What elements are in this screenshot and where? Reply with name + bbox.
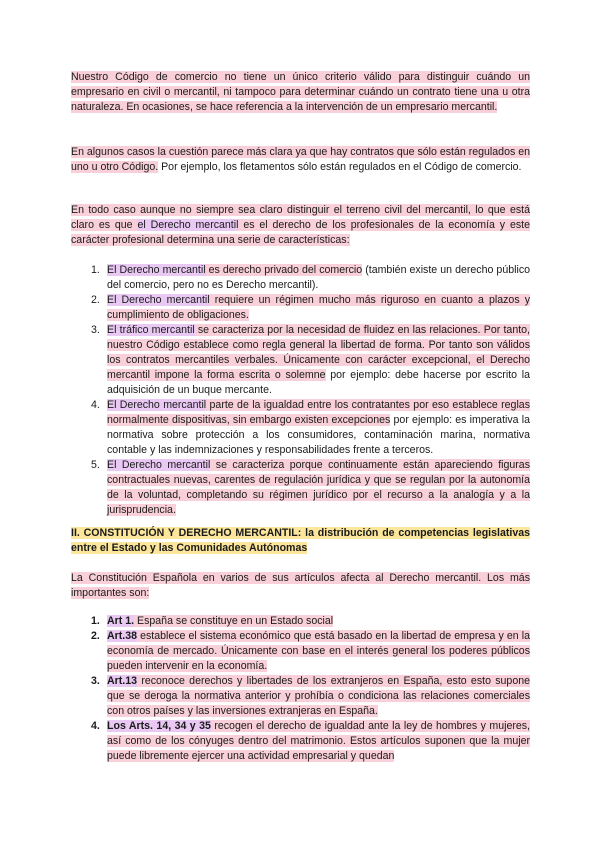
paragraph-3-term: el Derecho mercantil xyxy=(137,219,239,231)
paragraph-2-highlight: En algunos casos la cuestión parece más clara ya que hay contratos que sólo están regulados en uno u otro Código. xyxy=(71,146,530,173)
list-item-highlight: requiere un régimen mucho más riguroso en cuanto a plazos y cumplimiento de obligaciones. xyxy=(107,294,530,321)
article-text: reconoce derechos y libertades de los extranjeros en España, esto esto supone que se deroga la normativa anterior y prohíbía o condiciona las relaciones comerciales con otros países y las inversiones extranjeras en España. xyxy=(107,675,530,717)
list-item-term: El Derecho mercantil xyxy=(107,264,206,276)
article-text: España se constituye en un Estado social xyxy=(134,615,334,627)
list-item-highlight: parte de la igualdad entre los contratantes por eso establece reglas normalmente dispositivas, sin embargo existen excepciones xyxy=(107,399,530,426)
list-item-number: 4. xyxy=(91,399,100,411)
paragraph-1 xyxy=(71,70,530,115)
list-item-rest: (también existe un derecho público del comercio, pero no es Derecho mercantil). xyxy=(107,264,531,291)
list-item-term: El Derecho mercantil xyxy=(107,399,207,411)
list-item-term: El tráfico mercantil xyxy=(107,324,195,336)
list-item xyxy=(71,293,530,323)
list-item-highlight: es derecho privado del comercio xyxy=(205,264,363,276)
article-ref: Art.13 xyxy=(107,675,138,687)
article-ref: Art 1. xyxy=(107,615,135,627)
section-heading xyxy=(71,526,530,556)
paragraph-4 xyxy=(71,571,530,601)
list-item-term: El Derecho mercantil xyxy=(107,459,211,471)
article-ref: Los Arts. 14, 34 y 35 xyxy=(107,720,211,732)
list-item-number: 1. xyxy=(91,615,100,627)
list-item-number: 2. xyxy=(91,294,100,306)
list-item xyxy=(71,614,530,629)
paragraph-4-text: La Constitución Española en varios de sus artículos afecta al Derecho mercantil. Los más importantes son: xyxy=(71,572,530,599)
paragraph-2 xyxy=(71,145,530,175)
list-item-number: 2. xyxy=(91,630,100,642)
list-item xyxy=(71,458,530,518)
characteristics-list xyxy=(71,263,530,518)
paragraph-3-b: es el derecho de los profesionales de la economía y este carácter profesional determina una serie de características: xyxy=(71,219,531,246)
list-item-number: 3. xyxy=(91,675,100,687)
articles-list xyxy=(71,614,530,764)
list-item-term: El Derecho mercantil xyxy=(107,294,210,306)
article-text: establece el sistema económico que está basado en la libertad de empresa y en la economía de mercado. Únicamente con base en el interés general los poderes públicos pueden intervenir en la economía. xyxy=(107,630,530,672)
list-item-rest: por ejemplo: es imperativa la normativa sobre protección a los consumidores, contaminación marina, normativa contable y las indemnizaciones y responsabilidades frente a terceros. xyxy=(107,414,530,456)
list-item xyxy=(71,719,530,764)
list-item xyxy=(71,629,530,674)
article-text: recogen el derecho de igualdad ante la ley de hombres y mujeres, así como de los cónyuges dentro del matrimonio. Estos artículos suponen que la mujer puede libremente ejercer una actividad empresarial y quedan xyxy=(107,720,531,762)
list-item-number: 5. xyxy=(91,459,100,471)
article-ref: Art.38 xyxy=(107,630,138,642)
list-item xyxy=(71,398,530,458)
list-item xyxy=(71,323,530,398)
list-item xyxy=(71,674,530,719)
paragraph-2-rest: Por ejemplo, los fletamentos sólo están regulados en el Código de comercio. xyxy=(158,161,522,173)
list-item-number: 3. xyxy=(91,324,100,336)
list-item-highlight: se caracteriza porque continuamente están apareciendo figuras contractuales nuevas, carentes de regulación jurídica y que se regulan por la autonomía de la voluntad, completando su régimen jurídico por el recurso a la analogía y a la jurisprudencia. xyxy=(107,459,531,516)
list-item-rest: por ejemplo: debe hacerse por escrito la adquisición de un buque mercante. xyxy=(107,369,530,396)
list-item-number: 4. xyxy=(91,720,100,732)
list-item xyxy=(71,263,530,293)
paragraph-1-text: Nuestro Código de comercio no tiene un único criterio válido para distinguir cuándo un empresario en civil o mercantil, ni tampoco para determinar cuándo un contrato tiene una u otra naturaleza. En ocasiones, se hace referencia a la intervención de un empresario mercantil. xyxy=(71,71,530,113)
section-heading-text: II. CONSTITUCIÓN Y DERECHO MERCANTIL: la distribución de competencias legislativas entre el Estado y las Comunidades Autónomas xyxy=(71,527,530,554)
list-item-highlight: se caracteriza por la necesidad de fluidez en las relaciones. Por tanto, nuestro Código establece como regla general la libertad de forma. Por tanto son válidos los contratos mercantiles verbales. Únicamente con carácter excepcional, el Derecho mercantil impone la forma escrita o solemne xyxy=(107,324,530,381)
paragraph-3 xyxy=(71,203,530,248)
list-item-number: 1. xyxy=(91,264,100,276)
paragraph-3-a: En todo caso aunque no siempre sea claro distinguir el terreno civil del mercantil, lo que está claro es que xyxy=(71,204,530,231)
